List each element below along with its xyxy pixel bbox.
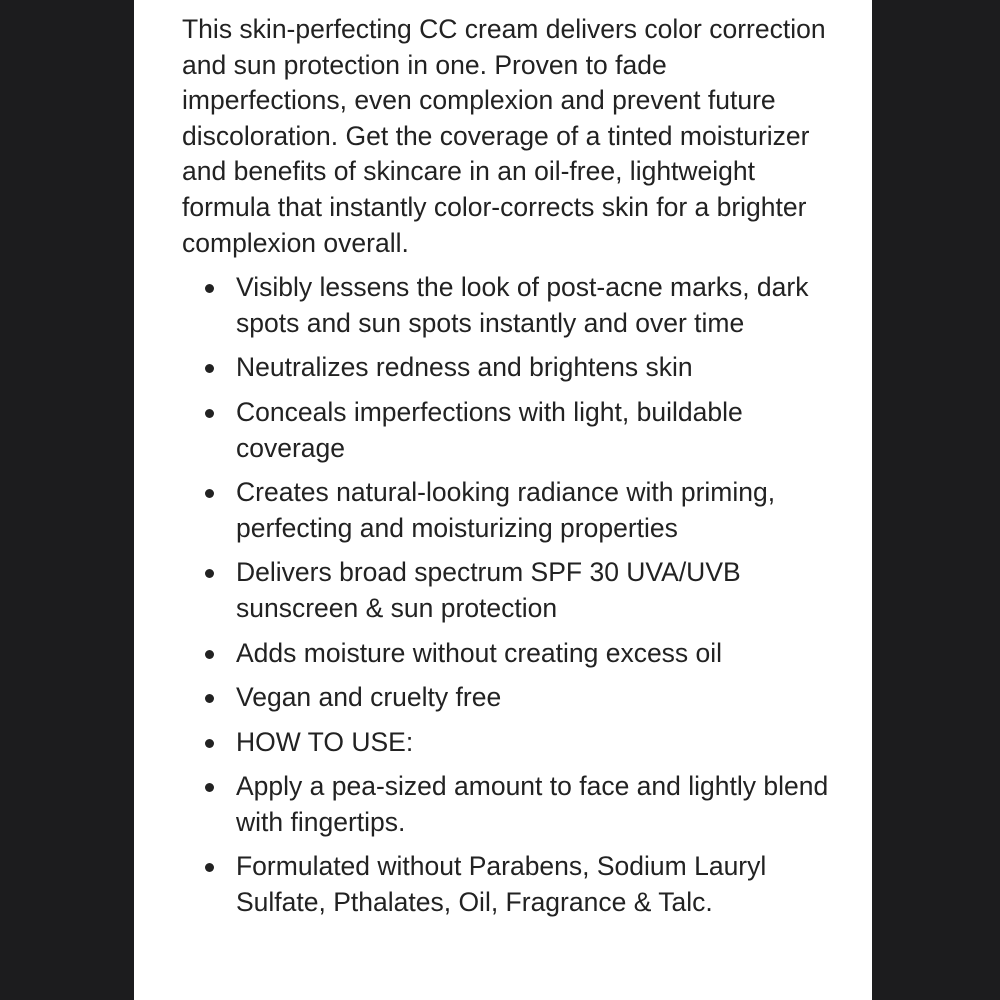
list-item: [182, 725, 832, 761]
bullet-icon: [205, 863, 214, 872]
feature-list: [182, 270, 832, 921]
list-item-text: Neutralizes redness and brightens skin: [236, 352, 693, 383]
bullet-icon: [205, 489, 214, 498]
list-item: [182, 769, 832, 840]
list-item-text: Visibly lessens the look of post-acne marks, dark spots and sun spots instantly and over time: [236, 272, 809, 338]
list-item: [182, 475, 832, 546]
bullet-icon: [205, 739, 214, 748]
list-item-text: Creates natural-looking radiance with priming, perfecting and moisturizing properties: [236, 477, 776, 543]
list-item-text: Vegan and cruelty free: [236, 682, 502, 713]
list-item-text: Delivers broad spectrum SPF 30 UVA/UVB sunscreen & sun protection: [236, 557, 741, 623]
list-item-text: HOW TO USE:: [236, 726, 414, 757]
list-item: [182, 395, 832, 466]
product-description-content: [182, 12, 832, 930]
list-item: [182, 350, 832, 386]
bullet-icon: [205, 569, 214, 578]
bullet-icon: [205, 650, 214, 659]
bullet-icon: [205, 284, 214, 293]
bullet-icon: [205, 409, 214, 418]
list-item: [182, 849, 832, 920]
bullet-icon: [205, 783, 214, 792]
list-item: [182, 680, 832, 716]
bullet-icon: [205, 364, 214, 373]
list-item: [182, 270, 832, 341]
product-description-panel[interactable]: [134, 0, 872, 1000]
list-item-text: Formulated without Parabens, Sodium Lauryl Sulfate, Pthalates, Oil, Fragrance & Talc.: [236, 851, 767, 918]
list-item-text: Conceals imperfections with light, buildable coverage: [236, 396, 743, 463]
list-item: [182, 555, 832, 626]
list-item-text: Apply a pea-sized amount to face and lightly blend with fingertips.: [236, 771, 829, 837]
list-item: [182, 636, 832, 672]
description-paragraph: This skin-perfecting CC cream delivers color correction and sun protection in one. Proven to fade imperfections, even complexion and prevent future discoloration. Get the coverage of a tinted moisturizer and benefits of skincare in an oil-free, lightweight formula that instantly color-corrects skin for a brighter complexion overall.: [182, 14, 826, 258]
list-item-text: Adds moisture without creating excess oil: [236, 637, 723, 668]
bullet-icon: [205, 694, 214, 703]
